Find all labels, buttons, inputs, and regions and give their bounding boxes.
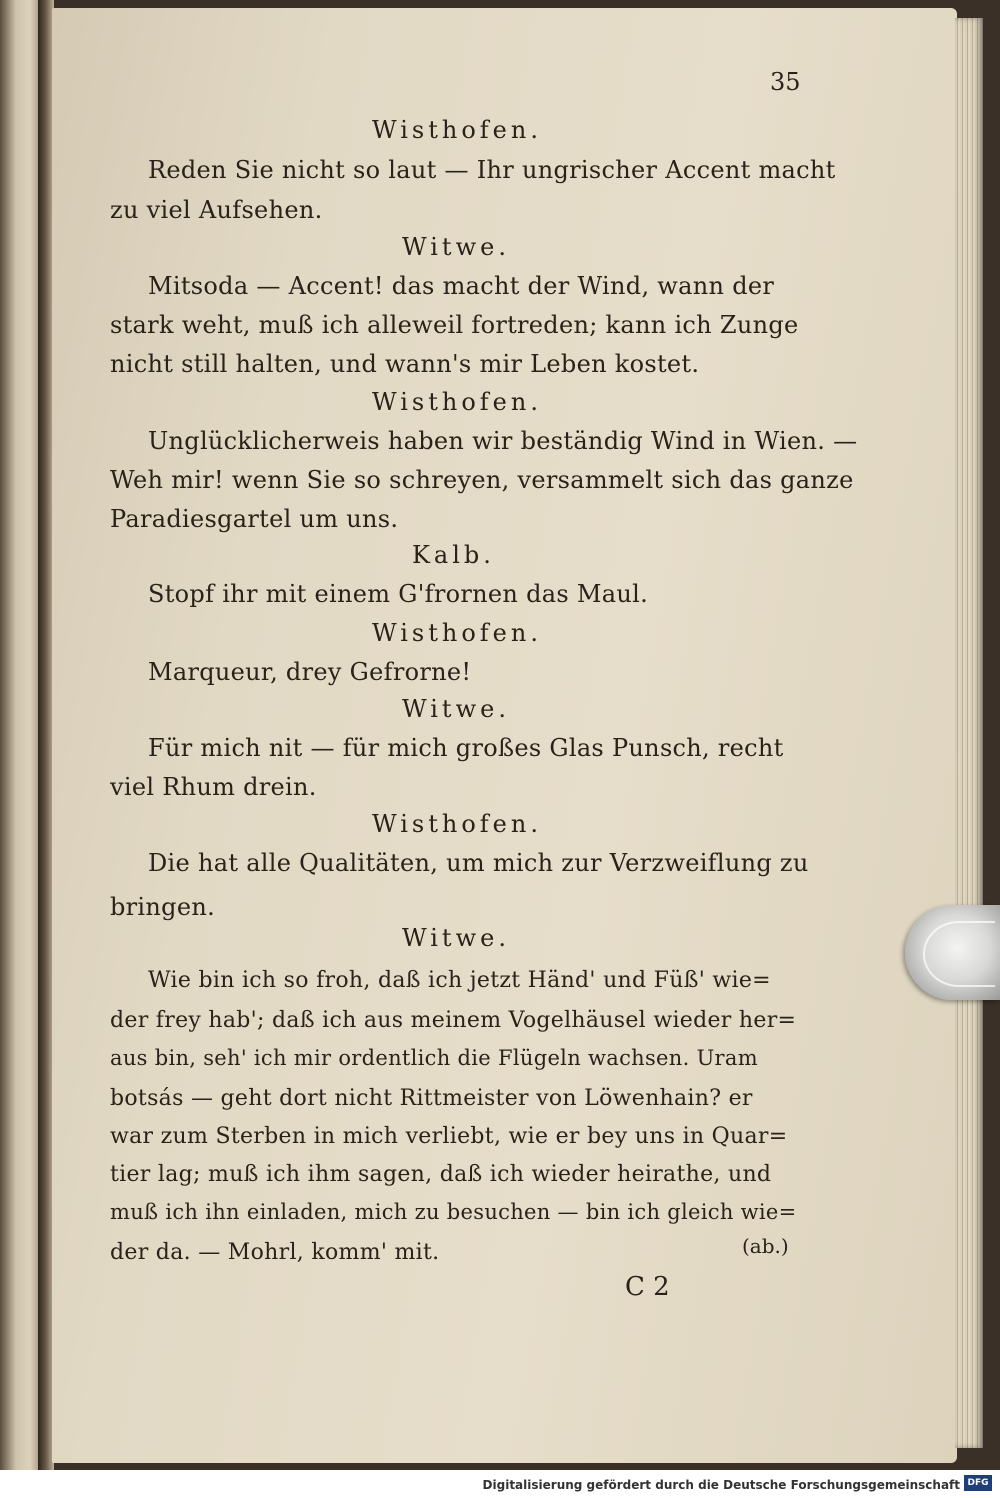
funding-notice: Digitalisierung gefördert durch die Deutsche Forschungsgemeinschaft [482,1478,960,1492]
clip-highlight [923,921,995,987]
dfg-logo-icon: DFG [964,1475,992,1491]
text-line: Weh mir! wenn Sie so schreyen, versammelt sich das ganze [110,466,854,494]
text-line: Reden Sie nicht so laut — Ihr ungrischer Accent macht [148,156,836,184]
page-clip-icon [905,905,1000,1000]
text-line: Marqueur, drey Gefrorne! [148,658,472,686]
page-stack-edge [955,18,983,1448]
speaker-heading: Wisthofen. [372,388,542,416]
text-line: aus bin, seh' ich mir ordentlich die Flügeln wachsen. Uram [110,1046,758,1070]
text-line: Unglücklicherweis haben wir beständig Wind in Wien. — [148,427,858,455]
text-line: Stopf ihr mit einem G'frornen das Maul. [148,580,649,608]
footer-bar [0,1470,1000,1498]
speaker-heading: Wisthofen. [372,619,542,647]
text-line: botsás — geht dort nicht Rittmeister von Löwenhain? er [110,1086,753,1111]
previous-page-edge [0,0,40,1470]
speaker-heading: Witwe. [402,924,510,952]
text-line: tier lag; muß ich ihm sagen, daß ich wieder heirathe, und [110,1162,772,1187]
text-line: bringen. [110,893,216,921]
text-line: der frey hab'; daß ich aus meinem Vogelhäusel wieder her= [110,1008,797,1033]
text-line: muß ich ihn einladen, mich zu besuchen — bin ich gleich wie= [110,1200,797,1224]
page-number: 35 [770,68,801,96]
stage-direction: (ab.) [742,1234,789,1258]
speaker-heading: Wisthofen. [372,116,542,144]
text-line: Die hat alle Qualitäten, um mich zur Verzweiflung zu [148,849,809,877]
text-line: Mitsoda — Accent! das macht der Wind, wann der [148,272,775,300]
text-line: war zum Sterben in mich verliebt, wie er bey uns in Quar= [110,1124,788,1149]
text-line: stark weht, muß ich alleweil fortreden; kann ich Zunge [110,311,799,339]
text-line: der da. — Mohrl, komm' mit. [110,1240,440,1265]
speaker-heading: Witwe. [402,233,510,261]
text-line: Wie bin ich so froh, daß ich jetzt Händ' und Füß' wie= [148,968,771,993]
text-line: zu viel Aufsehen. [110,196,323,224]
text-line: viel Rhum drein. [110,773,317,801]
text-line: nicht still halten, und wann's mir Leben kostet. [110,350,700,378]
signature-mark: C 2 [625,1272,670,1302]
text-line: Für mich nit — für mich großes Glas Punsch, recht [148,734,784,762]
speaker-heading: Wisthofen. [372,810,542,838]
speaker-heading: Witwe. [402,695,510,723]
text-line: Paradiesgartel um uns. [110,505,399,533]
speaker-heading: Kalb. [412,541,495,569]
